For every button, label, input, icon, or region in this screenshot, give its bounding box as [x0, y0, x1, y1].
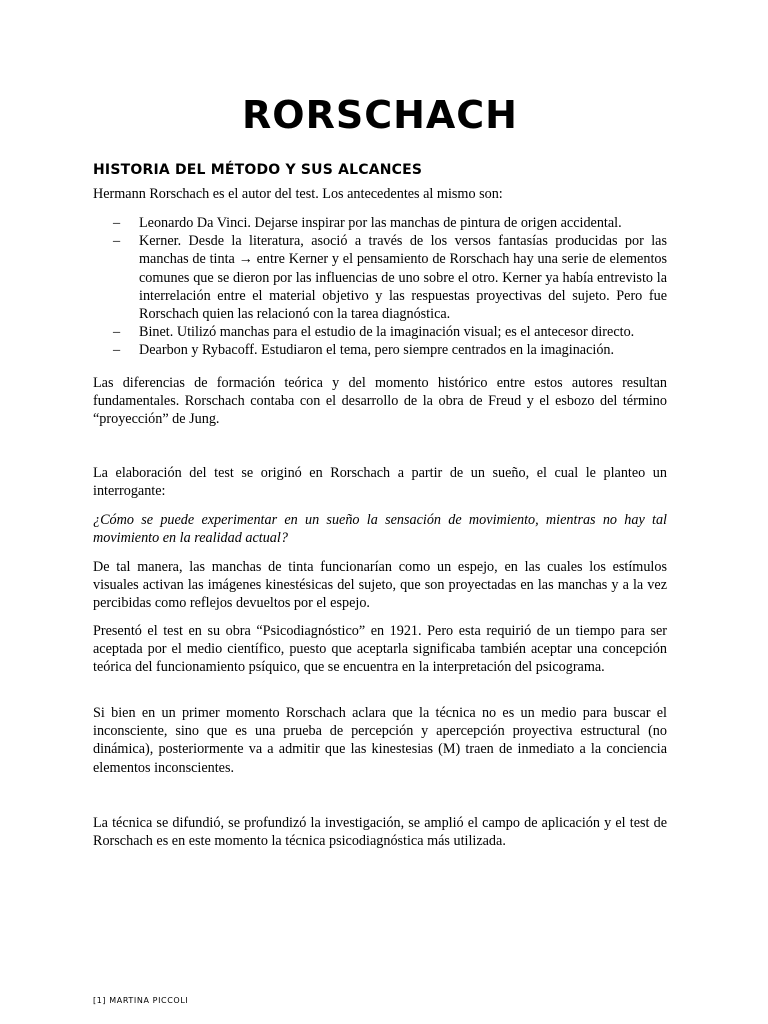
list-item-text: Leonardo Da Vinci. Dejarse inspirar por las manchas de pintura de origen accidental. [139, 215, 622, 231]
list-item [93, 214, 667, 232]
list-item-text: Kerner. Desde la literatura, asoció a través de los versos fantasías producidas por las manchas de tinta → entre Kerner y el pensamiento de Rorschach hay una serie de elementos comunes que se dieron por las influencias de uno sobre el otro. Kerner ya había entrevisto la interrelación entre el material objetivo y las respuestas proyectivas del sujeto. Pero fue Rorschach quien las relacionó con la tarea diagnóstica. [139, 233, 667, 323]
list-bullet: – [113, 324, 121, 341]
paragraph-mirror: De tal manera, las manchas de tinta funcionarían como un espejo, en las cuales los estímulos visuales activan las imágenes kinestésicas del sujeto, que son proyectadas en las manchas y a la vez percibidas como reflejos devueltos por el espejo. [93, 559, 667, 612]
page-title: RORSCHACH [242, 93, 518, 137]
intro-paragraph: Hermann Rorschach es el autor del test. Los antecedentes al mismo son: [93, 186, 503, 202]
paragraph-psicodiagnostico: Presentó el test en su obra “Psicodiagnóstico” en 1921. Pero esta requirió de un tiempo para ser aceptada por el medio científico, puesto que aceptarla significaba también aceptar una concepción teórica del funcionamiento psíquico, que se encuentra en la interpretación del psicograma. [93, 623, 667, 676]
list-item [93, 232, 667, 323]
section-heading: HISTORIA DEL MÉTODO Y SUS ALCANCES [93, 162, 423, 178]
paragraph-diffusion: La técnica se difundió, se profundizó la investigación, se amplió el campo de aplicación y el test de Rorschach es en este momento la técnica psicodiagnóstica más utilizada. [93, 815, 667, 850]
list-bullet: – [113, 215, 121, 231]
list-bullet: – [113, 342, 121, 359]
list-item-text: Binet. Utilizó manchas para el estudio de la imaginación visual; es el antecesor directo. [139, 324, 635, 341]
page-footer: [1] MARTINA PICCOLI [93, 996, 189, 1005]
antecedents-list [93, 214, 667, 360]
paragraph-unconscious: Si bien en un primer momento Rorschach aclara que la técnica no es un medio para buscar el inconsciente, sino que es una prueba de percepción y apercepción proyectiva estructural (no dinámica), posteriormente va a admitir que las kinestesias (M) traen de inmediato a la conciencia elementos inconscientes. [93, 705, 667, 776]
list-item [93, 341, 667, 359]
paragraph-differences: Las diferencias de formación teórica y del momento histórico entre estos autores resultan fundamentales. Rorschach contaba con el desarrollo de la obra de Freud y el esbozo del término “proyección” de Jung. [93, 375, 667, 428]
list-item [93, 323, 667, 341]
list-bullet: – [113, 233, 121, 250]
paragraph-question: ¿Cómo se puede experimentar en un sueño la sensación de movimiento, mientras no hay tal movimiento en la realidad actual? [93, 512, 667, 547]
list-item-text: Dearbon y Rybacoff. Estudiaron el tema, pero siempre centrados en la imaginación. [139, 342, 615, 359]
paragraph-origin: La elaboración del test se originó en Rorschach a partir de un sueño, el cual le planteo un interrogante: [93, 465, 667, 500]
